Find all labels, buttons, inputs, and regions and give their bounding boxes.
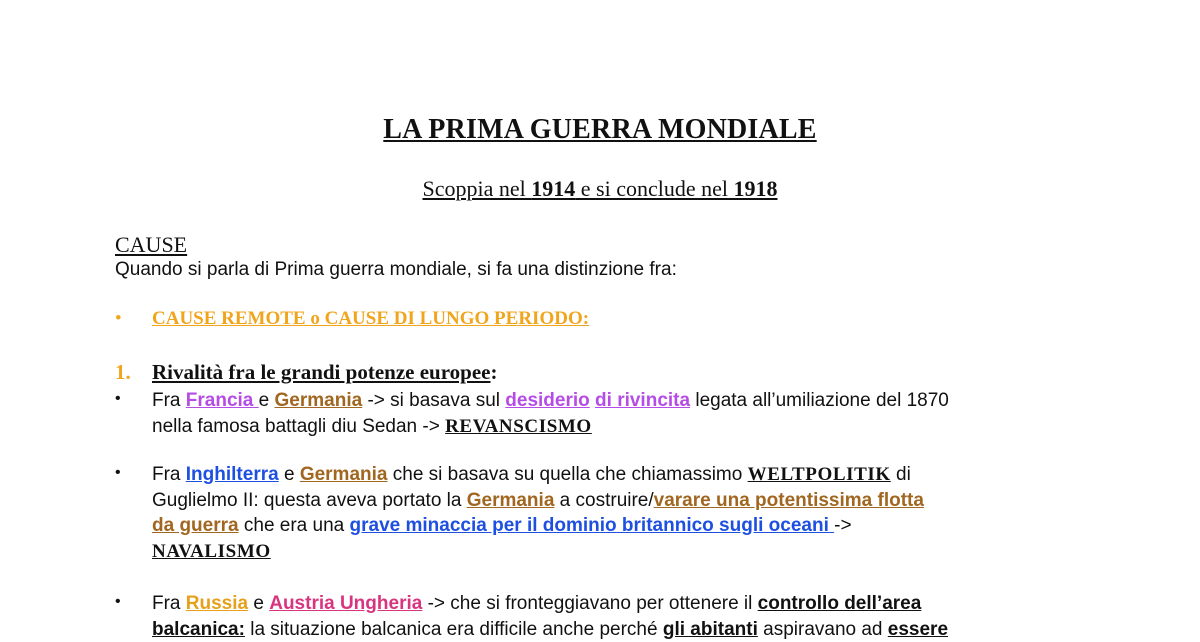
highlight-germania: Germania [274,390,363,411]
text: di [890,464,911,485]
term-navalismo: NAVALISMO [152,540,271,562]
text: aspiravano ad [757,618,888,640]
subtitle-text: e si conclude nel [575,176,734,201]
text: che si basava su quella che chiamassimo [387,464,748,485]
text: la situazione balcanica era difficile anche perché [244,618,663,640]
term-revanscismo: REVANSCISMO [445,415,592,437]
paragraph-2 [152,462,1087,564]
highlight-inghilterra: Inghilterra [185,464,279,485]
bullet-label: CAUSE REMOTE o CAUSE DI LUNGO PERIODO: [152,308,590,329]
text: Fra [152,464,186,485]
highlight-controllo: controllo dell’area [757,593,922,614]
start-year: 1914 [531,176,576,201]
text: -> [834,515,852,536]
highlight-germania: Germania [466,489,555,511]
document-title: LA PRIMA GUERRA MONDIALE [383,114,817,145]
text: e [258,390,275,411]
highlight-essere: essere [887,618,949,640]
term-weltpolitik: WELTPOLITIK [747,464,891,485]
highlight-flotta: varare una potentissima flotta [653,489,924,511]
text: che era una [238,515,350,536]
bullet-symbol: • [115,464,121,481]
highlight-abitanti: gli abitanti [662,618,758,640]
text: Guglielmo II: questa aveva portato la [152,489,467,511]
text: -> si basava sul [362,390,506,411]
text: -> che si fronteggiavano per ottenere il [422,593,758,614]
bullet-symbol: • [115,390,121,407]
heading-number: 1. [115,360,131,384]
section-heading: CAUSE [115,232,188,257]
paragraph-1 [152,388,1087,439]
highlight-da-guerra: da guerra [152,515,239,536]
highlight-desiderio: desiderio [505,390,590,411]
text: Fra [152,593,186,614]
document-subtitle [0,176,1200,202]
heading-title: Rivalità fra le grandi potenze europee [152,360,491,384]
text: nella famosa battagli diu Sedan -> [152,415,446,437]
bullet-symbol: • [115,593,121,610]
heading-colon: : [490,360,498,384]
bullet-symbol: • [115,308,122,329]
subtitle-text: Scoppia nel [422,176,532,201]
paragraph-3 [152,591,1087,642]
highlight-russia: Russia [185,593,249,614]
heading-text [152,360,497,385]
highlight-balcanica: balcanica: [152,618,245,640]
text: a costruire/ [554,489,654,511]
numbered-heading [115,360,498,385]
highlight-germania: Germania [299,464,388,485]
end-year: 1918 [733,176,778,201]
intro-text: Quando si parla di Prima guerra mondiale, si fa una distinzione fra: [115,259,677,280]
text: e [278,464,300,485]
highlight-francia: Francia [185,390,259,411]
highlight-austria-ungheria: Austria Ungheria [269,593,423,614]
text: Fra [152,390,186,411]
highlight-rivincita: di rivincita [595,390,691,411]
text: e [248,593,270,614]
highlight-minaccia: grave minaccia per il dominio britannico sugli oceani [349,515,835,536]
text: legata all’umiliazione del 1870 [690,390,949,411]
orange-bullet-item [115,308,590,330]
